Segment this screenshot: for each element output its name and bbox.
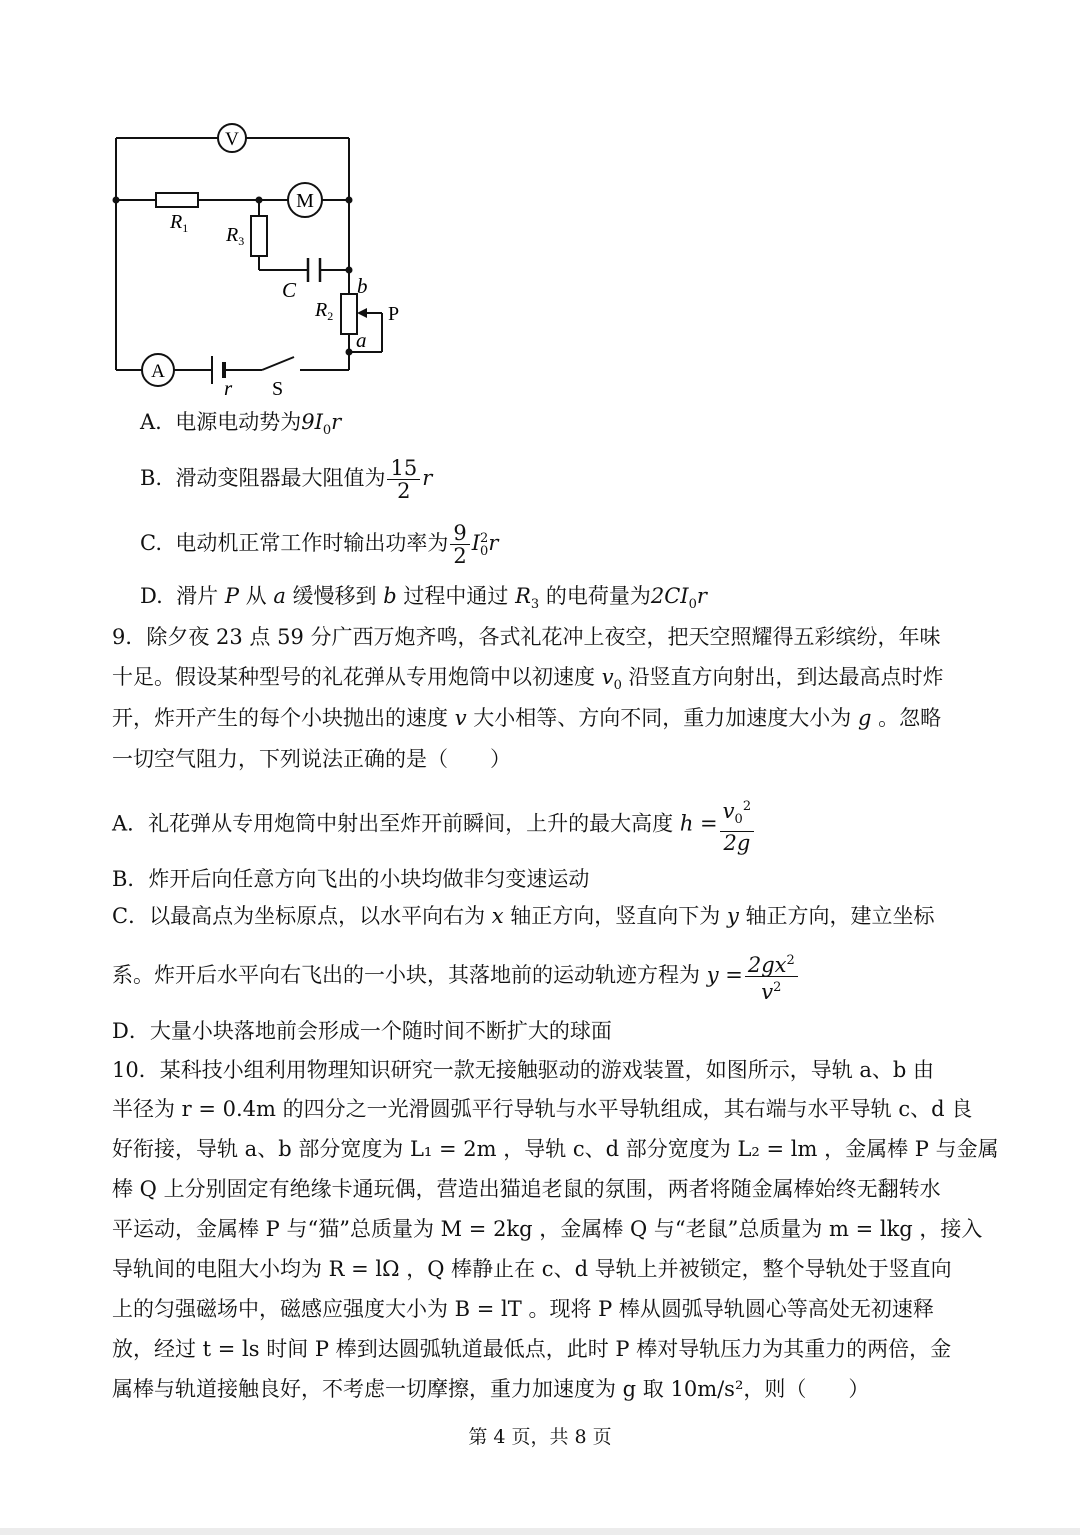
- circuit-diagram: [100, 118, 520, 408]
- q9-option-c-line-2: 系。炸开后水平向右飞出的一小块，其落地前的运动轨迹方程为 y = $\frac{2gx^2}{v^2}$: [112, 950, 972, 1000]
- label-p: P: [388, 303, 400, 325]
- q10-line-3: 好衔接，导轨 a、b 部分宽度为 L₁ = 2m ，导轨 c、d 部分宽度为 L₂ = lm ，金属棒 P 与金属: [112, 1137, 999, 1161]
- slider-arrow-icon: [357, 308, 367, 318]
- label-s: S: [272, 378, 284, 400]
- q9-option-a: A．礼花弹从专用炮筒中射出至炸开前瞬间，上升的最大高度 h = $\frac{v_0^2}{2g}$: [112, 796, 972, 846]
- q8-option-a: A. 电源电动势为$9I_0r$: [140, 410, 342, 439]
- q10-line-9: 属棒与轨道接触良好，不考虑一切摩擦，重力加速度为 g 取 10m/s²，则（ ）: [112, 1377, 870, 1401]
- motor-label: M: [296, 190, 314, 212]
- label-b: b: [357, 274, 368, 298]
- q8-option-c: C. 电动机正常工作时输出功率为 $\frac{9}{2}$ I 2 0 r: [140, 521, 499, 568]
- q10-line-2: 半径为 r = 0.4m 的四分之一光滑圆弧平行导轨与水平导轨组成，其右端与水平导轨 c、d 良: [112, 1097, 973, 1121]
- q9-option-c-line-1: C．以最高点为坐标原点，以水平向右为 x 轴正方向，竖直向下为 y 轴正方向，建立坐标: [112, 904, 935, 928]
- label-r: r: [224, 376, 233, 400]
- label-r3: $R_3$: [226, 224, 245, 248]
- resistor-r1: [156, 193, 198, 207]
- q9-stem-line-1: 9．除夕夜 23 点 59 分广西万炮齐鸣，各式礼花冲上夜空，把天空照耀得五彩缤纷，年味: [112, 625, 941, 649]
- q9-stem-line-2: 十足。假设某种型号的礼花弹从专用炮筒中以初速度 $v_0$ 沿竖直方向射出，到达最高点时炸: [112, 665, 944, 694]
- fraction-9-2: $\frac{9}{2}$: [450, 522, 469, 567]
- q10-line-4: 棒 Q 上分别固定有绝缘卡通玩偶，营造出猫追老鼠的氛围，两者将随金属棒始终无翻转水: [112, 1177, 941, 1201]
- voltmeter-label: V: [225, 129, 239, 150]
- fraction-2gx2-v2: $\frac{2gx^2}{v^2}$: [745, 950, 798, 1003]
- q8-option-b: B. 滑动变阻器最大阻值为 $\frac{15}{2}$ r: [140, 456, 433, 503]
- label-a: a: [356, 328, 367, 352]
- q9-stem-line-4: 一切空气阻力，下列说法正确的是（ ）: [112, 747, 511, 771]
- q10-line-8: 放，经过 t = ls 时间 P 棒到达圆弧轨道最低点，此时 P 棒对导轨压力为其重力的两倍，金: [112, 1337, 952, 1361]
- capacitor: [308, 258, 320, 282]
- fraction-15-2: $\frac{15}{2}$: [387, 457, 420, 502]
- q10-line-7: 上的匀强磁场中，磁感应强度大小为 B = lT 。现将 P 棒从圆弧导轨圆心等高处无初速释: [112, 1297, 934, 1321]
- q10-line-1: 10．某科技小组利用物理知识研究一款无接触驱动的游戏装置，如图所示，导轨 a、b 由: [112, 1058, 935, 1082]
- rheostat-r2: [341, 294, 357, 334]
- page-footer: 第 4 页，共 8 页: [468, 1426, 612, 1448]
- resistor-r3: [251, 216, 267, 256]
- bottom-edge: [0, 1528, 1080, 1535]
- battery: [212, 356, 224, 384]
- label-c: C: [282, 278, 297, 302]
- q9-stem-line-3: 开，炸开产生的每个小块抛出的速度 v 大小相等、方向不同，重力加速度大小为 g 。忽略: [112, 706, 942, 730]
- q8-option-d: D. 滑片 P 从 a 缓慢移到 b 过程中通过 $R_3$ 的电荷量为$2CI_0r$: [140, 584, 707, 613]
- ammeter-label: A: [151, 361, 165, 382]
- label-r1: $R_1$: [170, 211, 189, 235]
- q9-option-b: B．炸开后向任意方向飞出的小块均做非匀变速运动: [112, 867, 590, 891]
- fraction-v0sq-2g: $\frac{v_0^2}{2g}$: [720, 796, 754, 854]
- junction-dots: [113, 197, 353, 356]
- label-r2: $R_2$: [315, 299, 334, 323]
- q9-option-d: D．大量小块落地前会形成一个随时间不断扩大的球面: [112, 1019, 612, 1043]
- q10-line-6: 导轨间的电阻大小均为 R = lΩ ，Q 棒静止在 c、d 导轨上并被锁定，整个导轨处于竖直向: [112, 1257, 952, 1281]
- q10-line-5: 平运动，金属棒 P 与“猫”总质量为 M = 2kg ，金属棒 Q 与“老鼠”总质量为 m = lkg ，接入: [112, 1217, 983, 1241]
